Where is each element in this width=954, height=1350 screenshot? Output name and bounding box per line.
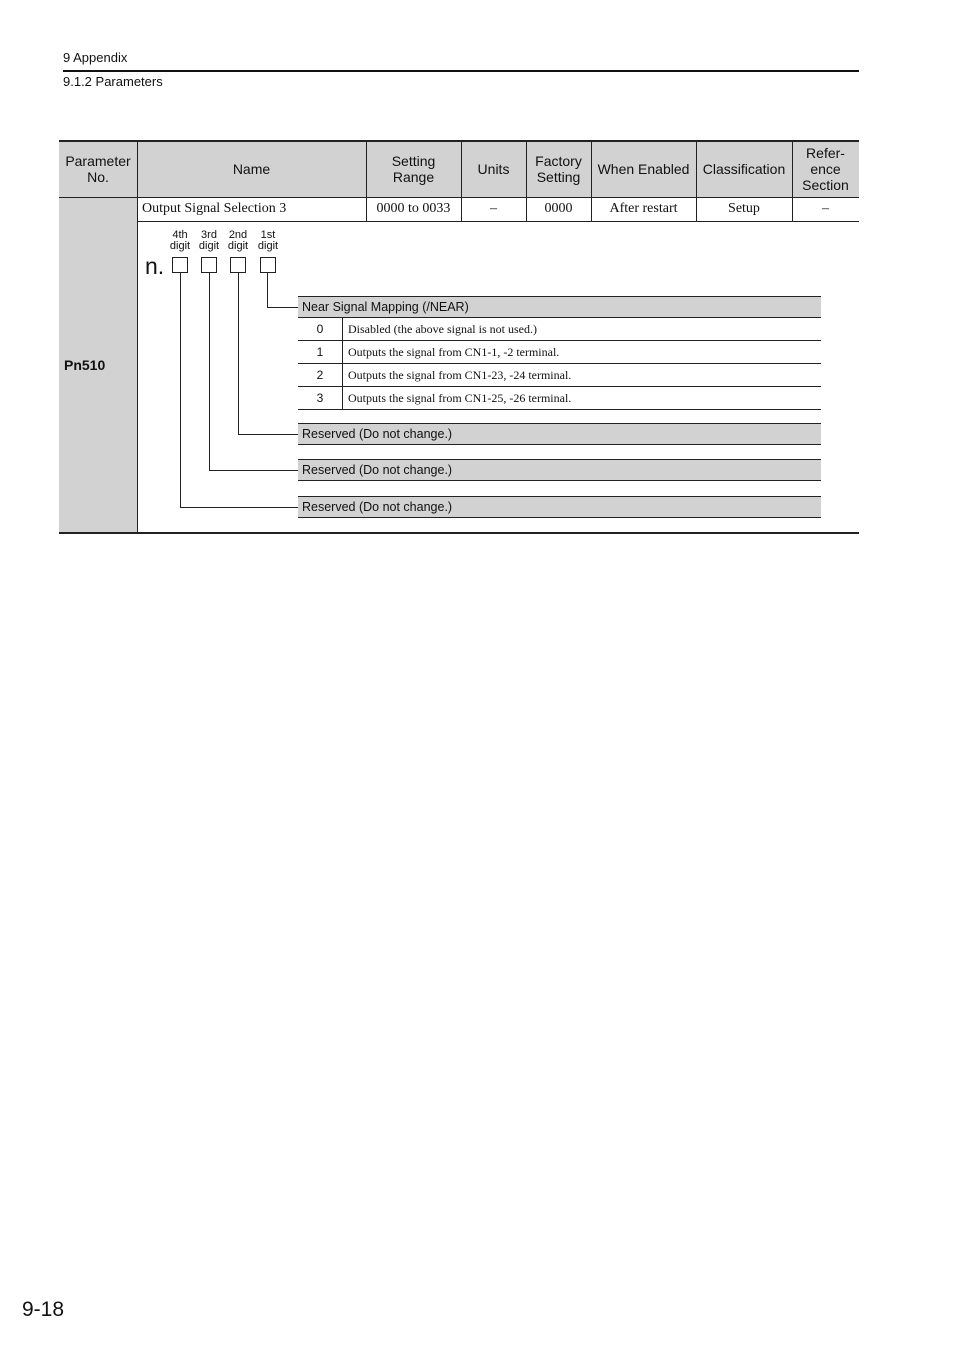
col-header-line: Section [802, 176, 849, 193]
connector-3rd [209, 273, 210, 470]
digit-word: digit [198, 240, 220, 252]
digit-ordinal: 3rd [201, 229, 217, 241]
factory-setting-cell: 0000 [544, 201, 573, 216]
digit-box-3rd [201, 257, 217, 273]
digit-ordinal: 1st [260, 229, 276, 241]
col-header-parameter-no [59, 140, 137, 197]
table-rule [591, 140, 592, 221]
section-header: 9.1.2 Parameters [63, 74, 163, 89]
when-enabled-cell: After restart [609, 201, 678, 216]
n-prefix: n. [145, 253, 165, 279]
setting-range-cell: 0000 to 0033 [376, 201, 451, 216]
table-rule [366, 140, 367, 221]
table-rule [59, 197, 859, 198]
digit-box-4th [172, 257, 188, 273]
col-header-reference-section [792, 140, 859, 197]
col-header-factory-setting [526, 140, 591, 197]
option-description: Outputs the signal from CN1-25, -26 terminal. [348, 390, 572, 405]
table-rule [461, 140, 462, 221]
digit-label-2nd [223, 230, 253, 252]
table-rule [137, 221, 859, 222]
table-rule [792, 140, 793, 221]
digit-box-2nd [230, 257, 246, 273]
col-header-line: Parameter [65, 152, 131, 169]
third-digit-reserved-bar: Reserved (Do not change.) [298, 459, 821, 481]
option-value: 3 [298, 387, 343, 409]
col-header-line: Setting [536, 168, 581, 185]
units-cell: – [490, 201, 497, 216]
param-number-cell: Pn510 [59, 197, 137, 533]
fourth-digit-reserved-bar: Reserved (Do not change.) [298, 496, 821, 518]
col-header-line: Setting [391, 152, 436, 169]
chapter-header: 9 Appendix [63, 50, 128, 65]
second-digit-reserved-bar: Reserved (Do not change.) [298, 423, 821, 445]
classification-cell: Setup [728, 201, 760, 216]
option-value: 2 [298, 364, 343, 386]
digit-label-1st [253, 230, 283, 252]
col-header-line: Range [392, 168, 435, 185]
option-value: 0 [298, 318, 343, 340]
digit-label-3rd [194, 230, 224, 252]
option-row [298, 387, 821, 410]
col-header-setting-range [366, 140, 461, 197]
col-header-classification: Classification [696, 140, 792, 197]
digit-word: digit [227, 240, 249, 252]
option-row [298, 341, 821, 364]
option-value: 1 [298, 341, 343, 363]
digit-word: digit [169, 240, 191, 252]
digit-word: digit [257, 240, 279, 252]
digit-box-1st [260, 257, 276, 273]
table-rule [59, 532, 859, 534]
option-row [298, 364, 821, 387]
connector-3rd [209, 470, 298, 471]
col-header-name: Name [137, 140, 366, 197]
digit-ordinal: 2nd [228, 229, 248, 241]
digit-label-4th [165, 230, 195, 252]
option-description: Outputs the signal from CN1-1, -2 terminal. [348, 344, 560, 359]
connector-2nd [238, 434, 298, 435]
page-number: 9-18 [22, 1298, 65, 1321]
connector-4th [180, 273, 181, 507]
digit-ordinal: 4th [172, 229, 188, 241]
connector-1st [267, 273, 268, 307]
connector-2nd [238, 273, 239, 434]
header-rule [63, 70, 859, 72]
col-header-line: Factory [535, 152, 582, 169]
table-rule [696, 140, 697, 221]
first-digit-title-bar: Near Signal Mapping (/NEAR) [298, 296, 821, 318]
col-header-units: Units [461, 140, 526, 197]
connector-4th [180, 507, 298, 508]
param-name-cell: Output Signal Selection 3 [142, 201, 287, 216]
col-header-when-enabled: When Enabled [591, 140, 696, 197]
option-description: Outputs the signal from CN1-23, -24 terminal. [348, 367, 572, 382]
col-header-line: No. [87, 168, 109, 185]
option-description: Disabled (the above signal is not used.) [348, 321, 537, 336]
table-rule [59, 140, 859, 142]
col-header-line: Refer- [806, 144, 845, 161]
col-header-line: ence [810, 160, 841, 177]
reference-cell: – [822, 201, 829, 216]
table-rule [526, 140, 527, 221]
connector-1st [267, 307, 298, 308]
option-row [298, 318, 821, 341]
table-rule [137, 140, 138, 533]
